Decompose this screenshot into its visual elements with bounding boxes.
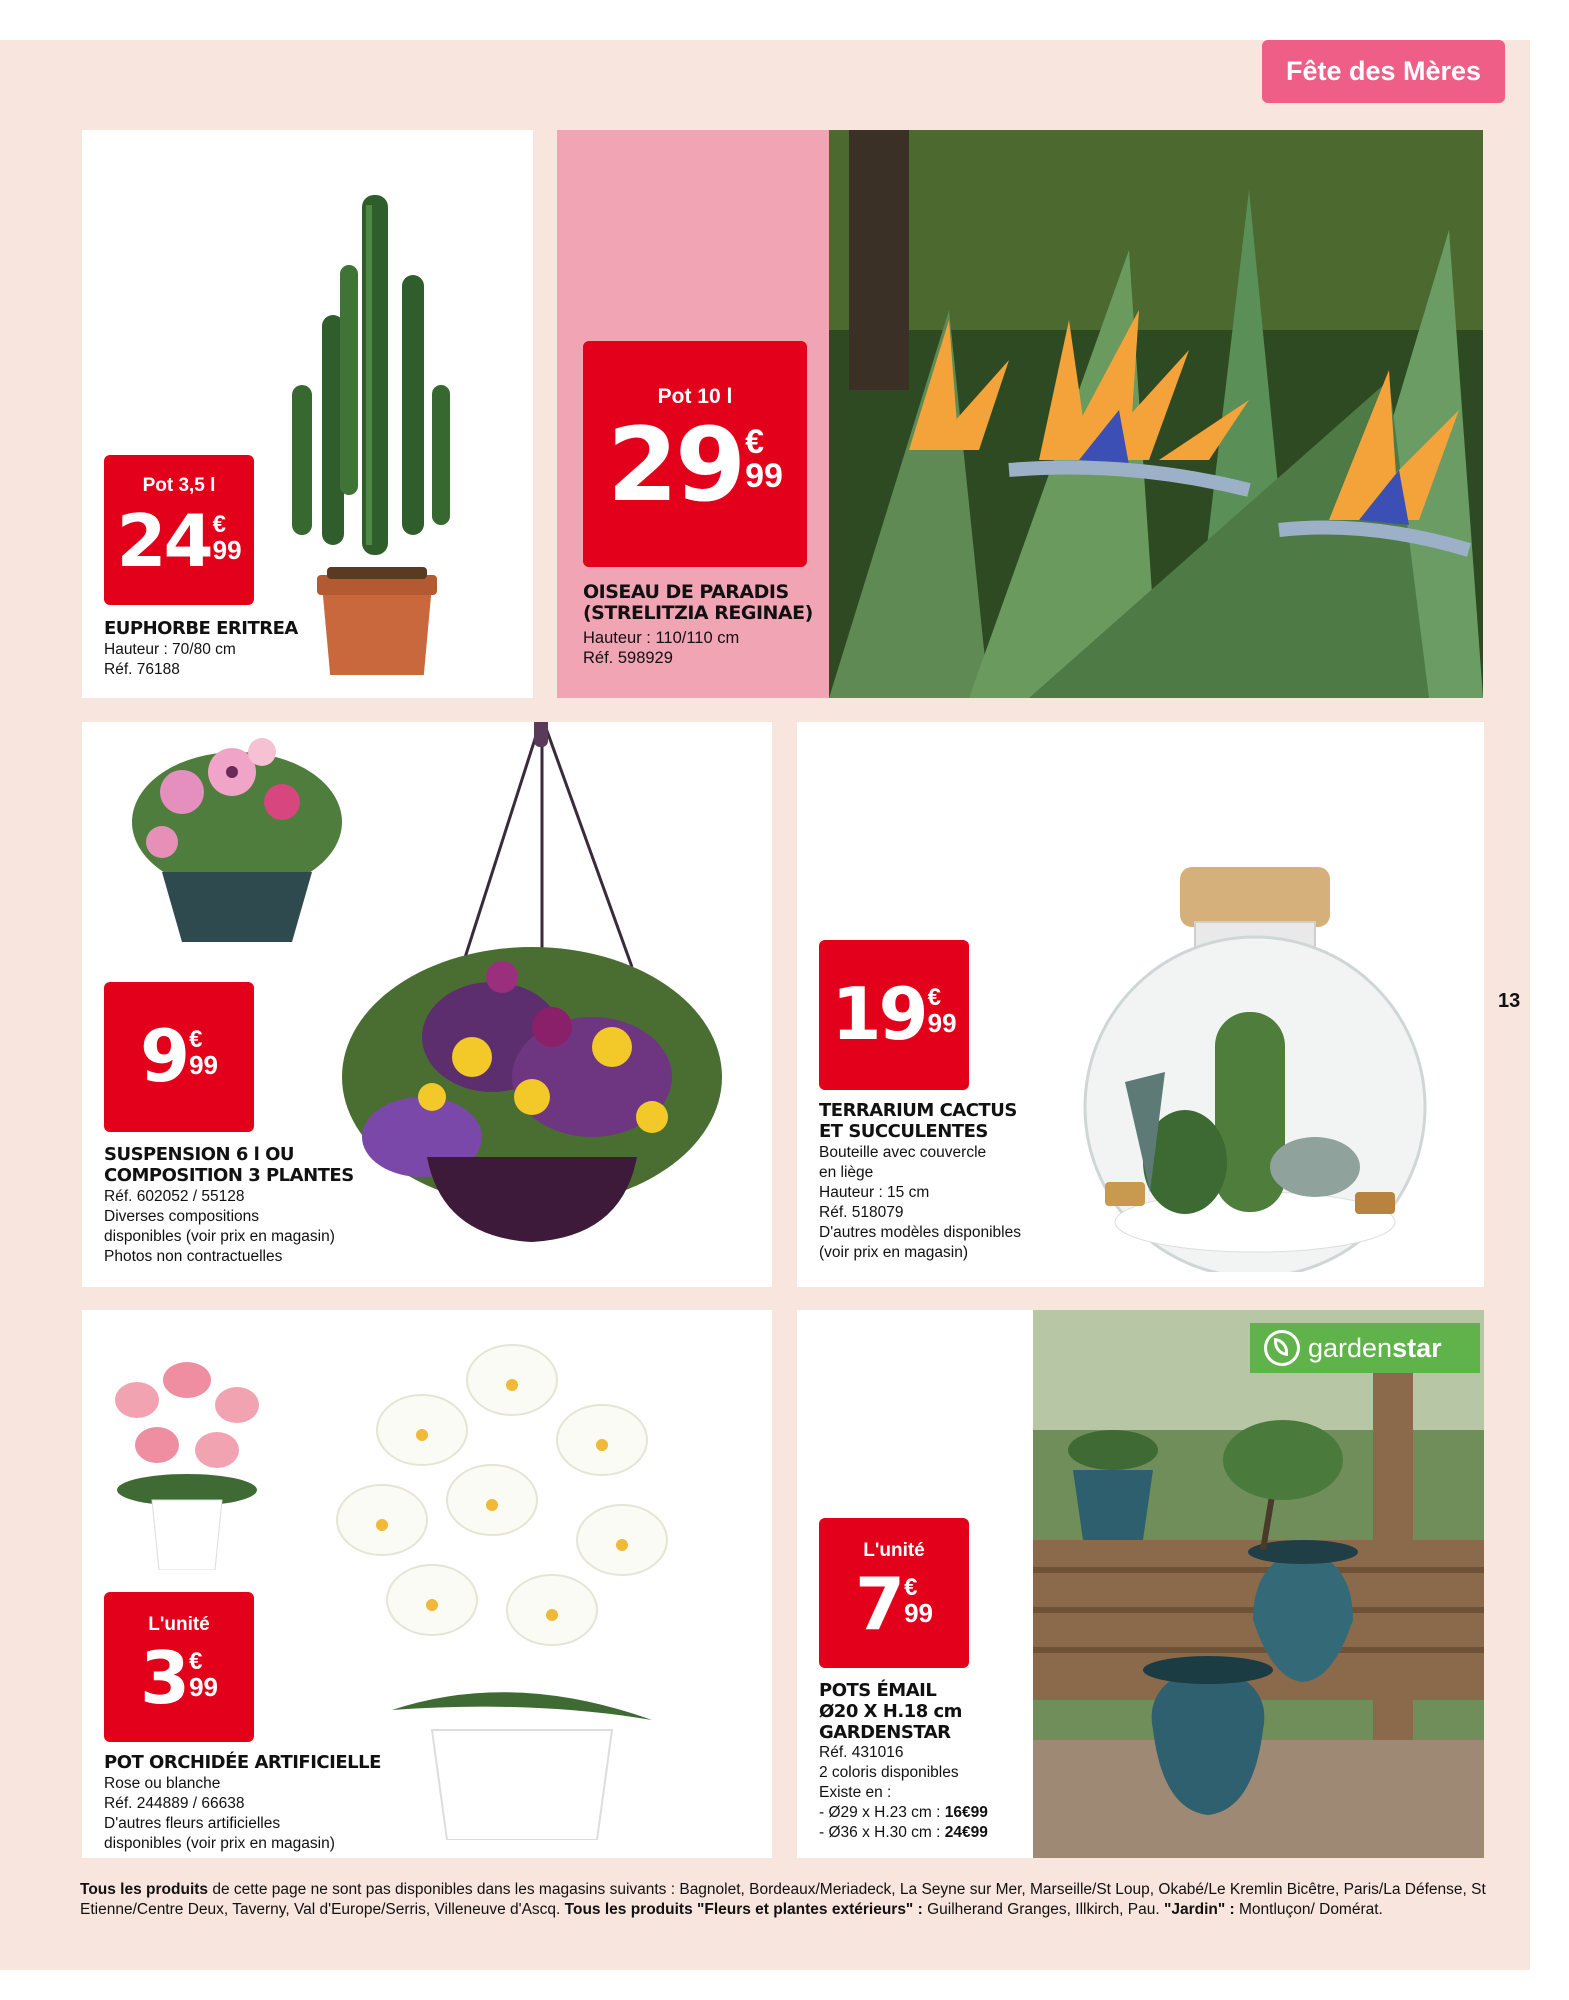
product-card-terrarium (797, 722, 1484, 1287)
price-integer: 9 (139, 1014, 188, 1098)
white-orchid-image (332, 1340, 712, 1840)
price-integer: 7 (854, 1562, 903, 1646)
product-details: Réf. 431016 2 coloris disponibles Existe en : - Ø29 x H.23 cm : 16€99 - Ø36 x H.30 cm : 24€99 (819, 1744, 988, 1841)
price-badge (819, 1518, 969, 1668)
price-badge (104, 1592, 254, 1742)
product-title: POTS ÉMAIL Ø20 X H.18 cm GARDENSTAR (819, 1680, 962, 1743)
terrarium-image (1065, 862, 1445, 1272)
price-decimals: 99 (745, 457, 783, 495)
price-currency: € (904, 1574, 918, 1601)
price-integer: 3 (139, 1636, 188, 1720)
size-variant: - Ø29 x H.23 cm : 16€99 (819, 1804, 988, 1821)
product-details: Bouteille avec couvercle en liège Hauteur : 15 cm Réf. 518079 D'autres modèles disponibles (voir prix en magasin) (819, 1144, 1021, 1261)
price-currency: € (745, 423, 764, 461)
price-decimals: 99 (904, 1598, 934, 1628)
page-number: 13 (1498, 990, 1521, 1012)
price (819, 1562, 969, 1646)
cactus-image (282, 155, 462, 675)
enamel-pots-image (1033, 1310, 1484, 1858)
price-badge (104, 455, 254, 605)
price (583, 406, 807, 525)
price-badge (104, 982, 254, 1132)
product-title: OISEAU DE PARADIS (STRELITZIA REGINAE) (583, 581, 813, 624)
price-currency: € (189, 1026, 203, 1053)
product-details: Hauteur : 70/80 cm Réf. 76188 (104, 641, 236, 678)
product-details: Rose ou blanche Réf. 244889 / 66638 D'autres fleurs artificielles disponibles (voir prix en magasin) (104, 1775, 335, 1852)
unit-label: L'unité (148, 1614, 210, 1635)
section-tab: Fête des Mères (1262, 40, 1505, 103)
price-integer: 29 (607, 406, 744, 525)
price-badge (819, 940, 969, 1090)
brand-name-a: garden (1308, 1332, 1393, 1363)
brand-name-b: star (1392, 1332, 1442, 1363)
price-decimals: 99 (927, 1008, 957, 1038)
product-card-euphorbe (82, 130, 533, 698)
price-currency: € (927, 984, 941, 1011)
product-card-orchidee (82, 1310, 772, 1858)
price-currency: € (212, 511, 226, 538)
price (104, 499, 254, 583)
product-title: EUPHORBE ERITREA (104, 618, 298, 639)
price-currency: € (189, 1648, 203, 1675)
size-variant: - Ø36 x H.30 cm : 24€99 (819, 1824, 988, 1841)
gardenstar-logo (1250, 1323, 1480, 1373)
product-title: TERRARIUM CACTUS ET SUCCULENTES (819, 1100, 1017, 1142)
price-decimals: 99 (189, 1672, 219, 1702)
bird-of-paradise-image (829, 130, 1483, 698)
product-card-pots (797, 1310, 1484, 1858)
product-details: Réf. 602052 / 55128 Diverses compositions disponibles (voir prix en magasin) Photos non contractuelles (104, 1188, 335, 1265)
price (819, 972, 969, 1056)
price (104, 1014, 254, 1098)
footer-legal-text: Tous les produits de cette page ne sont pas disponibles dans les magasins suivants : Bagnolet, Bordeaux/Meriadeck, La Seyne sur Mer, Marseille/St Loup, Okabé/Le Kremlin Bicêtre, Paris/La Défense, St Etienne/Centre Deux, Taverny, Val d'Europe/Serris, Villeneuve d'Ascq. Tous les produits "Fleurs et plantes extérieurs" : Guilherand Granges, Illkirch, Pau. "Jardin" : Montluçon/ Domérat. (80, 1881, 1486, 1918)
price-integer: 24 (116, 499, 211, 583)
product-details: Hauteur : 110/110 cm Réf. 598929 (583, 629, 740, 667)
price-decimals: 99 (212, 535, 242, 565)
flower-composition-image (122, 732, 352, 952)
price-badge (583, 341, 807, 567)
product-card-suspension (82, 722, 772, 1287)
price (104, 1636, 254, 1720)
pot-size-label: Pot 3,5 l (142, 475, 216, 496)
price-integer: 19 (831, 972, 926, 1056)
unit-label: L'unité (863, 1540, 925, 1561)
product-title: SUSPENSION 6 l OU COMPOSITION 3 PLANTES (104, 1144, 354, 1186)
hanging-basket-image (332, 722, 732, 1247)
leaf-icon (1264, 1330, 1300, 1366)
pink-orchid-image (97, 1350, 277, 1570)
pot-size-label: Pot 10 l (657, 385, 733, 408)
product-title: POT ORCHIDÉE ARTIFICIELLE (104, 1752, 381, 1773)
price-decimals: 99 (189, 1050, 219, 1080)
